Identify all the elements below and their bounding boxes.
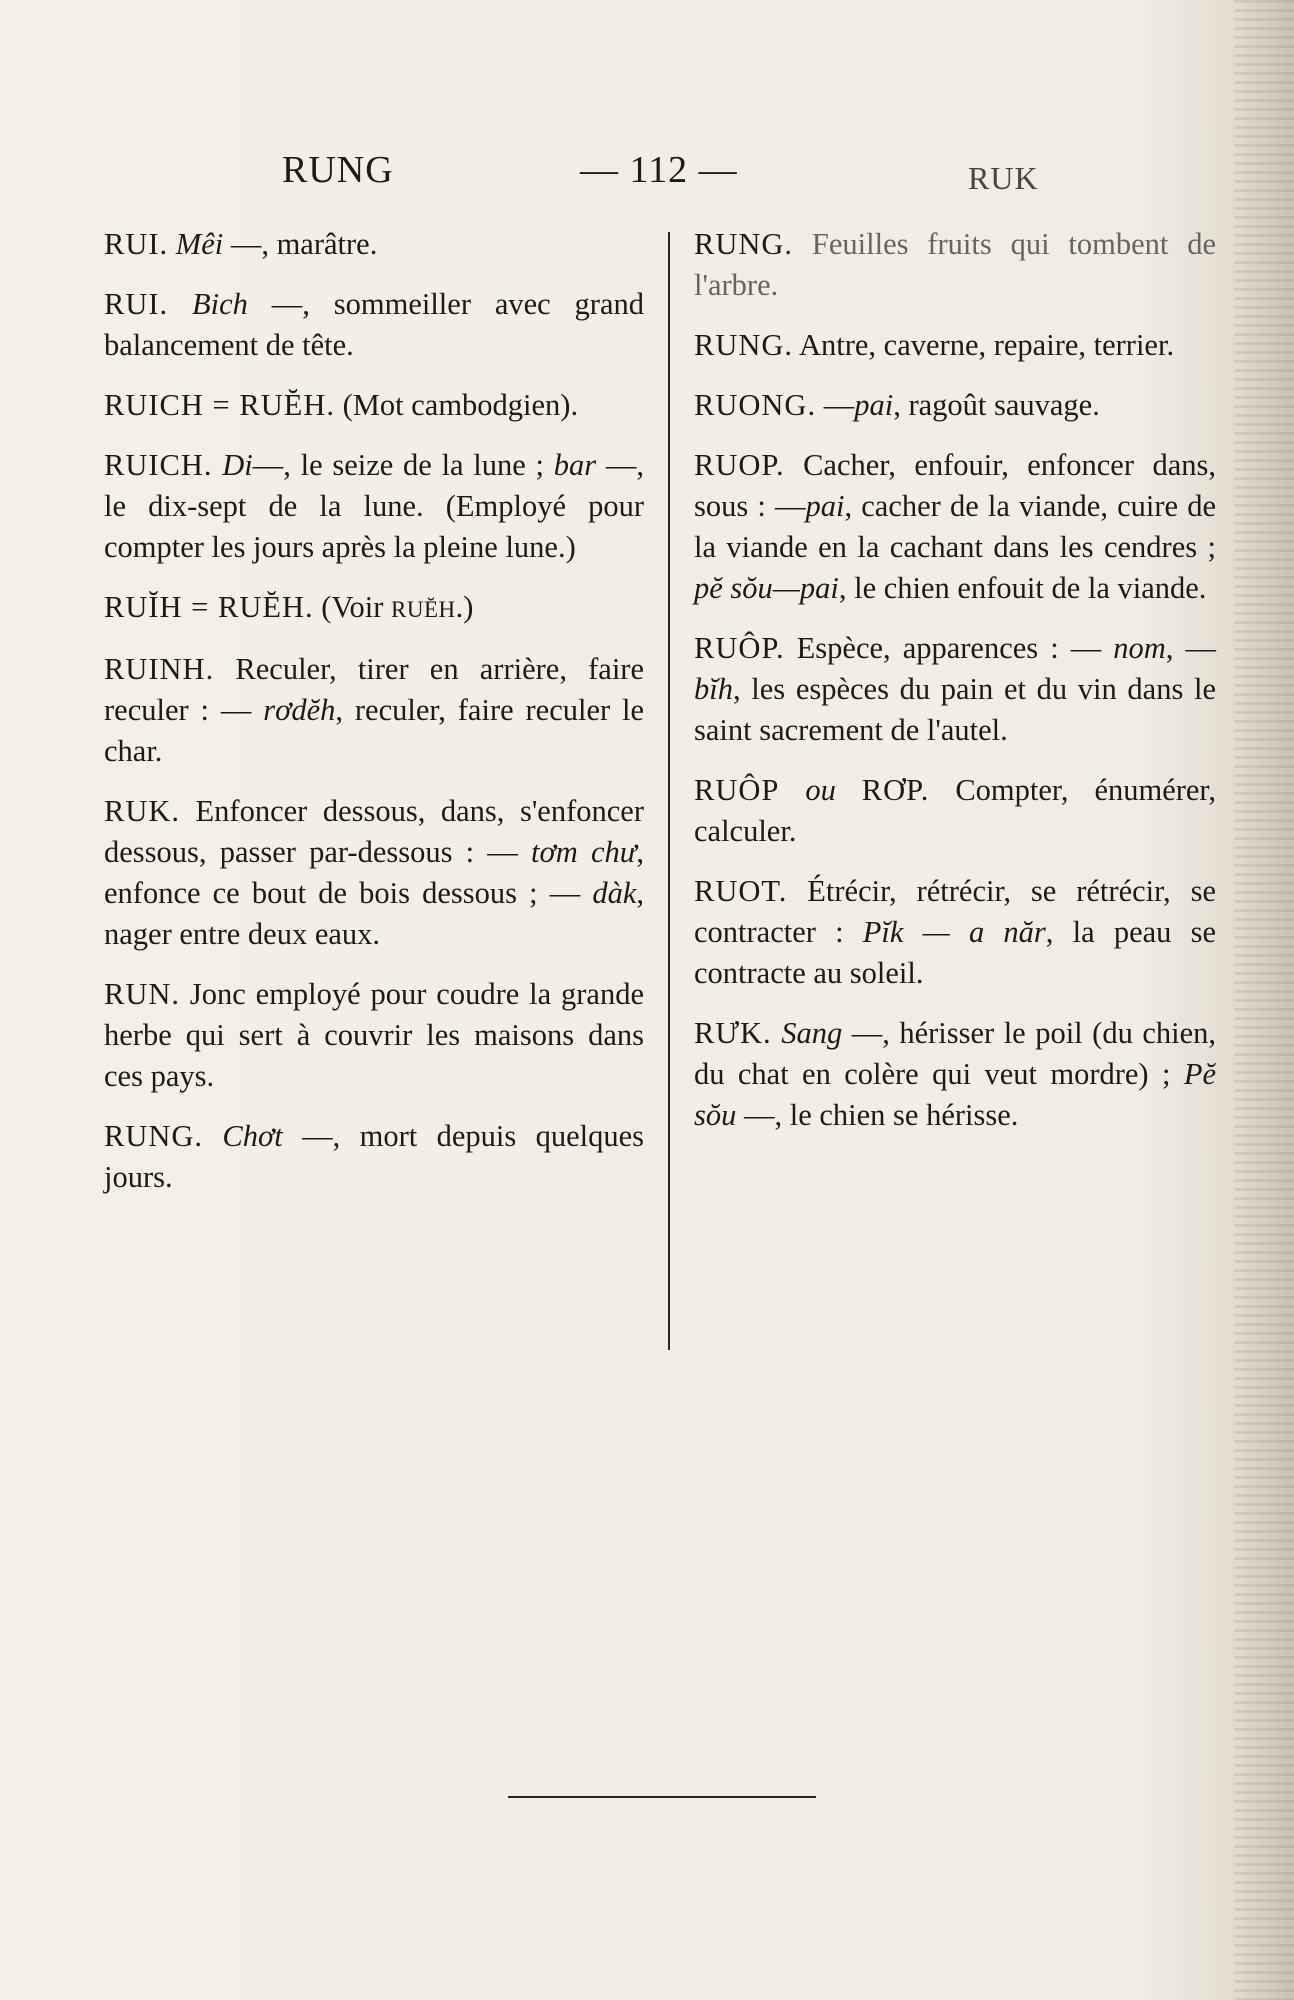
left-column [104, 224, 644, 1217]
definition: , ragoût sauvage. [893, 388, 1100, 422]
entry [694, 224, 1216, 306]
definition: Antre, caverne, repaire, terrier. [793, 328, 1175, 362]
headword: RUNG. [694, 328, 794, 362]
italic-term: nom [1113, 631, 1166, 665]
italic-term: Sang [781, 1016, 843, 1050]
footer-rule [508, 1796, 816, 1798]
definition: —, le seize de la lune ; [252, 448, 554, 482]
page-number: — 112 — [580, 149, 738, 191]
entry [104, 791, 644, 955]
headword: RUĬH = RUĔH. [104, 590, 314, 624]
italic-term: pai [805, 489, 845, 523]
italic-term: Chơt [222, 1119, 283, 1153]
headword: RUN. [104, 977, 181, 1011]
definition: — [816, 388, 855, 422]
headword: RUÔP [694, 773, 780, 807]
italic-term: tơm chư [531, 835, 637, 869]
entry [104, 224, 644, 265]
definition: , le chien enfouit de la viande. [838, 571, 1207, 605]
italic-term: pĕ sŏu—pai [694, 571, 839, 605]
entry [104, 284, 644, 366]
headword: RUOP. [694, 448, 785, 482]
italic-term: pai [854, 388, 894, 422]
definition: Enfoncer dessous, dans, s'enfoncer dessous, passer par-dessous : — [104, 794, 644, 869]
italic-term: dàk [592, 876, 637, 910]
definition: (Mot cambodgien). [335, 388, 579, 422]
italic-term: Pĕ sŏu [694, 1057, 1216, 1132]
definition: —, le chien se hérisse. [736, 1098, 1019, 1132]
headword: RUOT. [694, 874, 788, 908]
entry [694, 628, 1216, 751]
definition: Espèce, apparences : — [784, 631, 1114, 665]
headword: RUÔP. [694, 631, 785, 665]
headword: RUONG. [694, 388, 817, 422]
definition: Feuilles fruits qui tombent de l'arbre. [694, 227, 1216, 302]
cross-reference: RUĔH [391, 597, 456, 622]
running-head-right: RUK [968, 160, 1039, 196]
definition: , cacher de la viande, cuire de la viande en la cachant dans les cendres ; [694, 489, 1216, 564]
entry [694, 445, 1216, 609]
definition: —, hérisser le poil (du chien, du chat en colère qui veut mordre) ; [694, 1016, 1217, 1091]
entry [104, 974, 644, 1097]
headword: RUNG. [104, 1119, 204, 1153]
entry [104, 1116, 644, 1198]
definition: Reculer, tirer en arrière, faire reculer : — [104, 652, 644, 727]
italic-term: ou [805, 773, 836, 807]
headword: RUINH. [104, 652, 215, 686]
italic-term: Di [222, 448, 253, 482]
headword: RUK. [104, 794, 181, 828]
entry [694, 770, 1216, 852]
entry [104, 587, 644, 630]
column-divider [668, 232, 670, 1350]
page-edge [1234, 0, 1294, 2000]
definition: —, le dix-sept de la lune. (Employé pour compter les jours après la pleine lune.) [104, 448, 644, 564]
definition: —, mort depuis quelques jours. [104, 1119, 645, 1194]
headword: RUI. [104, 287, 169, 321]
definition: , reculer, faire reculer le char. [104, 693, 645, 768]
headword: RUICH = RUĔH. [104, 388, 335, 422]
italic-term: bĭh [694, 672, 733, 706]
definition: , la peau se contracte au soleil. [694, 915, 1216, 990]
definition: Jonc employé pour coudre la grande herbe qui sert à couvrir les maisons dans ces pays. [104, 977, 644, 1093]
definition: .) [455, 590, 474, 624]
italic-term: rơdĕh [263, 693, 336, 727]
running-head-left: RUNG [282, 149, 394, 191]
definition: Compter, énumérer, calculer. [694, 773, 1216, 848]
definition: Cacher, enfouir, enfoncer dans, sous : — [694, 448, 1216, 523]
definition: , les espèces du pain et du vin dans le saint sacrement de l'autel. [694, 672, 1216, 747]
headword: RƯK. [694, 1016, 772, 1050]
right-column [694, 224, 1216, 1155]
definition: —, sommeiller avec grand balancement de tête. [104, 287, 644, 362]
headword: RUI. [104, 227, 169, 261]
definition: , enfonce ce bout de bois dessous ; — [104, 835, 645, 910]
headword: RUNG. [694, 227, 794, 261]
italic-term: bar [553, 448, 597, 482]
entry [104, 385, 644, 426]
definition: —, marâtre. [223, 227, 378, 261]
definition: Étrécir, rétrécir, se rétrécir, se contracter : [694, 874, 1216, 949]
entry [104, 445, 644, 568]
italic-term: Pĭk — a năr [862, 915, 1046, 949]
entry [694, 1013, 1216, 1136]
headword: RUICH. [104, 448, 213, 482]
headword-variant: RƠP. [861, 773, 930, 807]
entry [694, 871, 1216, 994]
definition: , — [1165, 631, 1216, 665]
definition: , nager entre deux eaux. [104, 876, 644, 951]
definition: (Voir [313, 590, 392, 624]
entry [104, 649, 644, 772]
italic-term: Bich [192, 287, 248, 321]
entry [694, 325, 1216, 366]
italic-term: Mêi [175, 227, 224, 261]
entry [694, 385, 1216, 426]
